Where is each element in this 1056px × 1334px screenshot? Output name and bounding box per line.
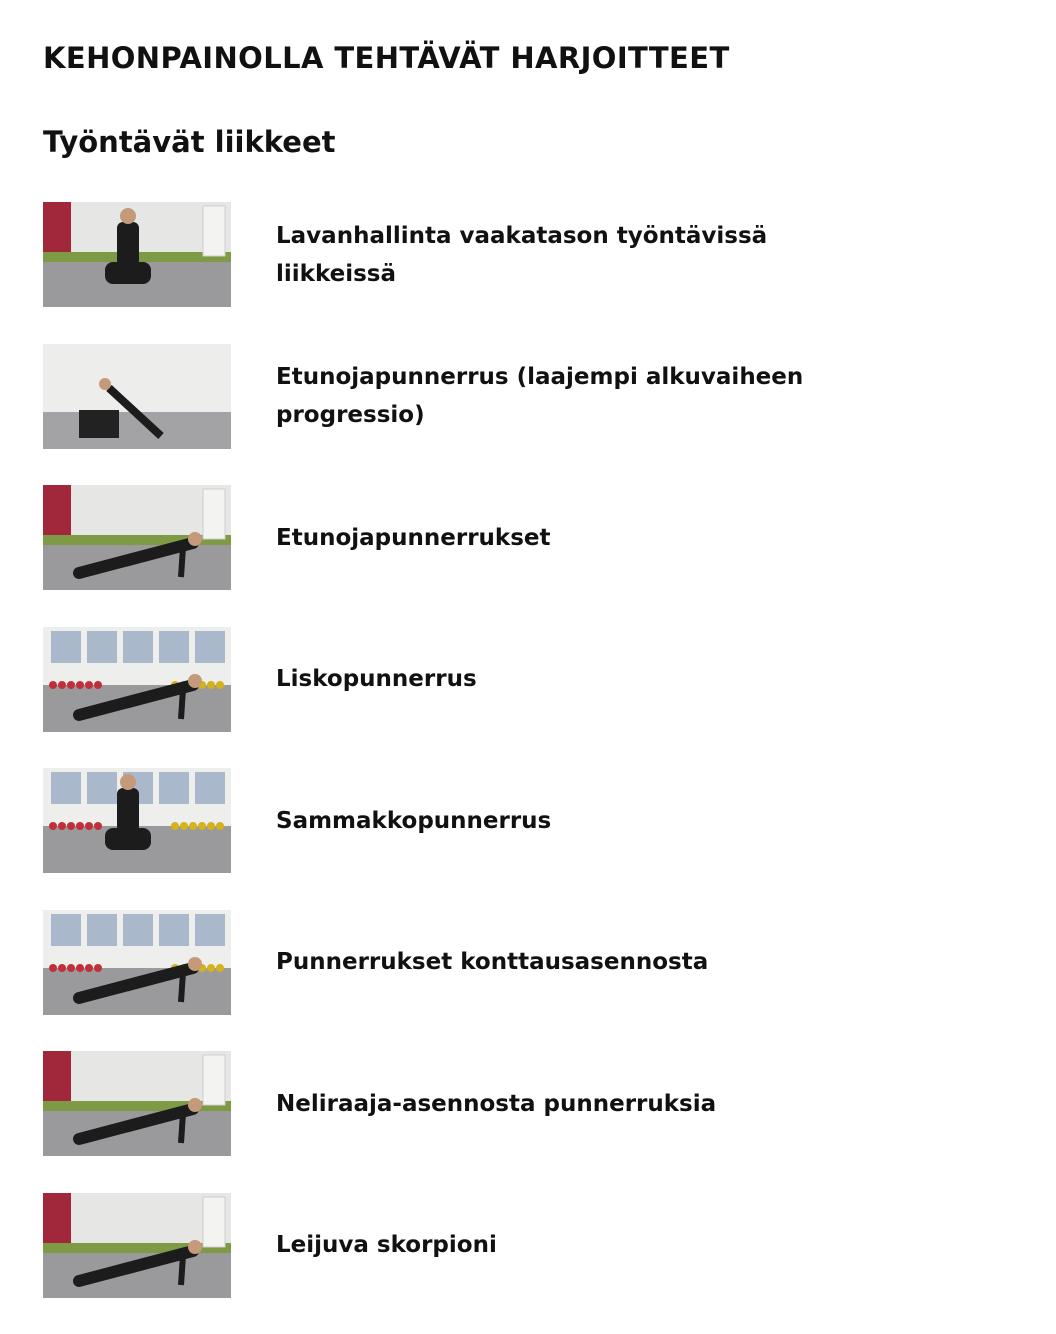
exercise-link[interactable]: Lavanhallinta vaakatason työntävissä liikkeissä	[276, 222, 768, 287]
exercise-list	[43, 202, 1023, 1334]
exercise-item-neliraaja[interactable]	[43, 1051, 1023, 1156]
exercise-link[interactable]: Neliraaja-asennosta punnerruksia	[276, 1090, 717, 1117]
thumbnail-image	[43, 202, 231, 307]
thumbnail-image	[43, 344, 231, 449]
exercise-link[interactable]: Punnerrukset konttausasennosta	[276, 949, 709, 975]
thumbnail-image	[43, 768, 231, 873]
video-thumbnail[interactable]	[43, 202, 231, 307]
thumbnail-image	[43, 910, 231, 1015]
video-thumbnail[interactable]	[43, 768, 231, 873]
section-title: Työntävät liikkeet	[43, 125, 336, 159]
video-thumbnail[interactable]	[43, 1051, 231, 1156]
video-thumbnail[interactable]	[43, 344, 231, 449]
exercise-item-leijuva-skorpioni[interactable]	[43, 1193, 1023, 1298]
exercise-item-lavanhallinta[interactable]	[43, 202, 1023, 307]
thumbnail-image	[43, 1193, 231, 1298]
exercise-link[interactable]: Etunojapunnerrukset	[276, 524, 551, 551]
exercise-link[interactable]: Liskopunnerrus	[276, 666, 477, 692]
exercise-item-sammakkopunnerrus[interactable]	[43, 768, 1023, 873]
thumbnail-image	[43, 627, 231, 732]
video-thumbnail[interactable]	[43, 1193, 231, 1298]
video-thumbnail[interactable]	[43, 627, 231, 732]
exercise-link[interactable]: Sammakkopunnerrus	[276, 807, 552, 834]
exercise-link[interactable]: Etunojapunnerrus (laajempi alkuvaiheen progressio)	[276, 364, 804, 428]
thumbnail-image	[43, 1051, 231, 1156]
exercise-link[interactable]: Leijuva skorpioni	[276, 1232, 497, 1258]
page-title: KEHONPAINOLLA TEHTÄVÄT HARJOITTEET	[43, 41, 730, 75]
exercise-item-etunojapunnerrukset[interactable]	[43, 485, 1023, 590]
video-thumbnail[interactable]	[43, 485, 231, 590]
video-thumbnail[interactable]	[43, 910, 231, 1015]
thumbnail-image	[43, 485, 231, 590]
exercise-item-konttausasento[interactable]	[43, 910, 1023, 1015]
exercise-item-etunojapunnerrus-progressio[interactable]	[43, 344, 1023, 449]
exercise-item-liskopunnerrus[interactable]	[43, 627, 1023, 732]
